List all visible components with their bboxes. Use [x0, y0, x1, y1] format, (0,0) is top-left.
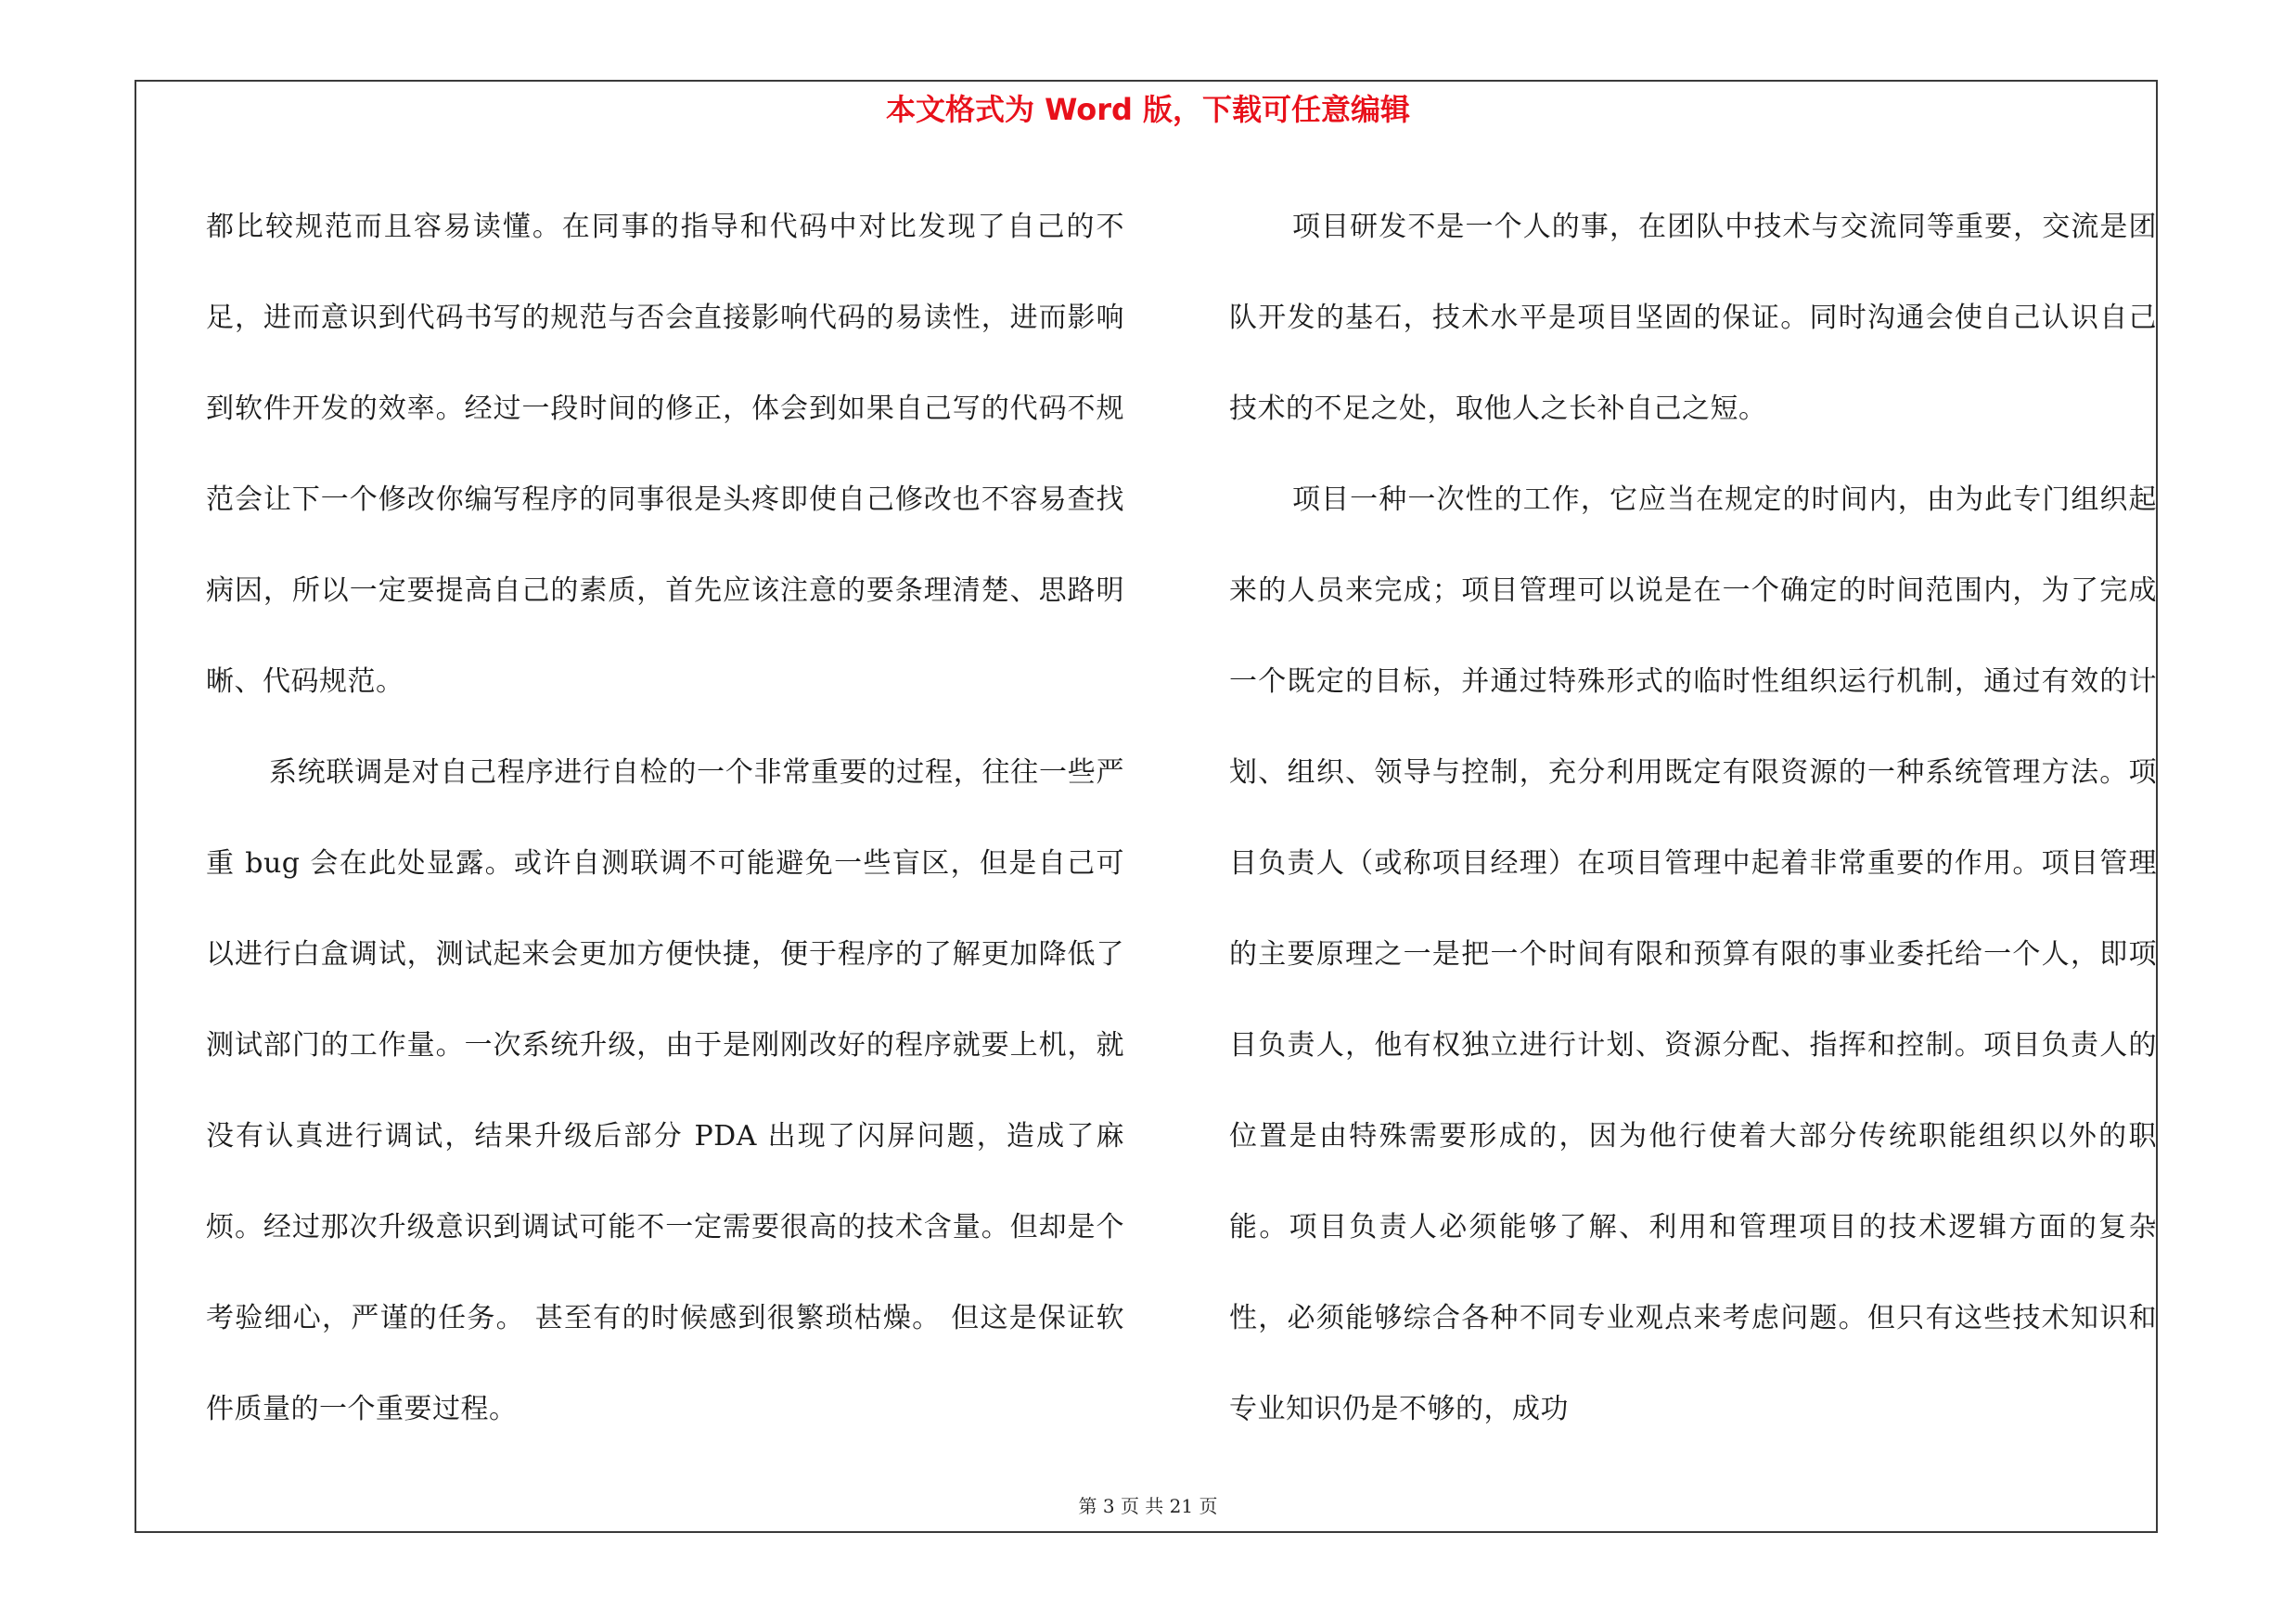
paragraph-project-management: 项目一种一次性的工作，它应当在规定的时间内，由为此专门组织起来的人员来完成；项目管理可以说是在一个确定的时间范围内，为了完成一个既定的目标，并通过特殊形式的临时性组织运行机制，通过有效的计划、组织、领导与控制，充分利用既定有限资源的一种系统管理方法。项目负责人（或称项目经理）在项目管理中起着非常重要的作用。项目管理的主要原理之一是把一个时间有限和预算有限的事业委托给一个人，即项目负责人，他有权独立进行计划、资源分配、指挥和控制。项目负责人的位置是由特殊需要形成的，因为他行使着大部分传统职能组织以外的职能。项目负责人必须能够了解、利用和管理项目的技术逻辑方面的复杂性，必须能够综合各种不同专业观点来考虑问题。但只有这些技术知识和专业知识仍是不够的，成功	[1229, 483, 2157, 1425]
word-format-banner: 本文格式为 Word 版，下载可任意编辑	[885, 92, 1411, 127]
paragraph-system-integration-testing: 系统联调是对自己程序进行自检的一个非常重要的过程，往往一些严重 bug 会在此处显露。或许自测联调不可能避免一些盲区，但是自己可以进行白盒调试，测试起来会更加方便快捷，便于程序的了解更加降低了测试部门的工作量。一次系统升级，由于是刚刚改好的程序就要上机，就没有认真进行调试，结果升级后部分 PDA 出现了闪屏问题，造成了麻烦。经过那次升级意识到调试可能不一定需要很高的技术含量。但却是个考验细心，严谨的任务。 甚至有的时候感到很繁琐枯燥。 但这是保证软件质量的一个重要过程。	[206, 756, 1124, 1425]
paragraph-team-communication: 项目研发不是一个人的事，在团队中技术与交流同等重要，交流是团队开发的基石，技术水平是项目坚固的保证。同时沟通会使自己认识自己技术的不足之处，取他人之长补自己之短。	[1229, 211, 2157, 425]
paragraph-code-standards: 都比较规范而且容易读懂。在同事的指导和代码中对比发现了自己的不足，进而意识到代码书写的规范与否会直接影响代码的易读性，进而影响到软件开发的效率。经过一段时间的修正，体会到如果自己写的代码不规范会让下一个修改你编写程序的同事很是头疼即使自己修改也不容易查找病因，所以一定要提高自己的素质，首先应该注意的要条理清楚、思路明晰、代码规范。	[206, 211, 1124, 698]
page-number-footer: 第 3 页 共 21 页	[1078, 1495, 1218, 1517]
right-text-column	[1229, 182, 2157, 1455]
left-text-column	[206, 182, 1124, 1455]
